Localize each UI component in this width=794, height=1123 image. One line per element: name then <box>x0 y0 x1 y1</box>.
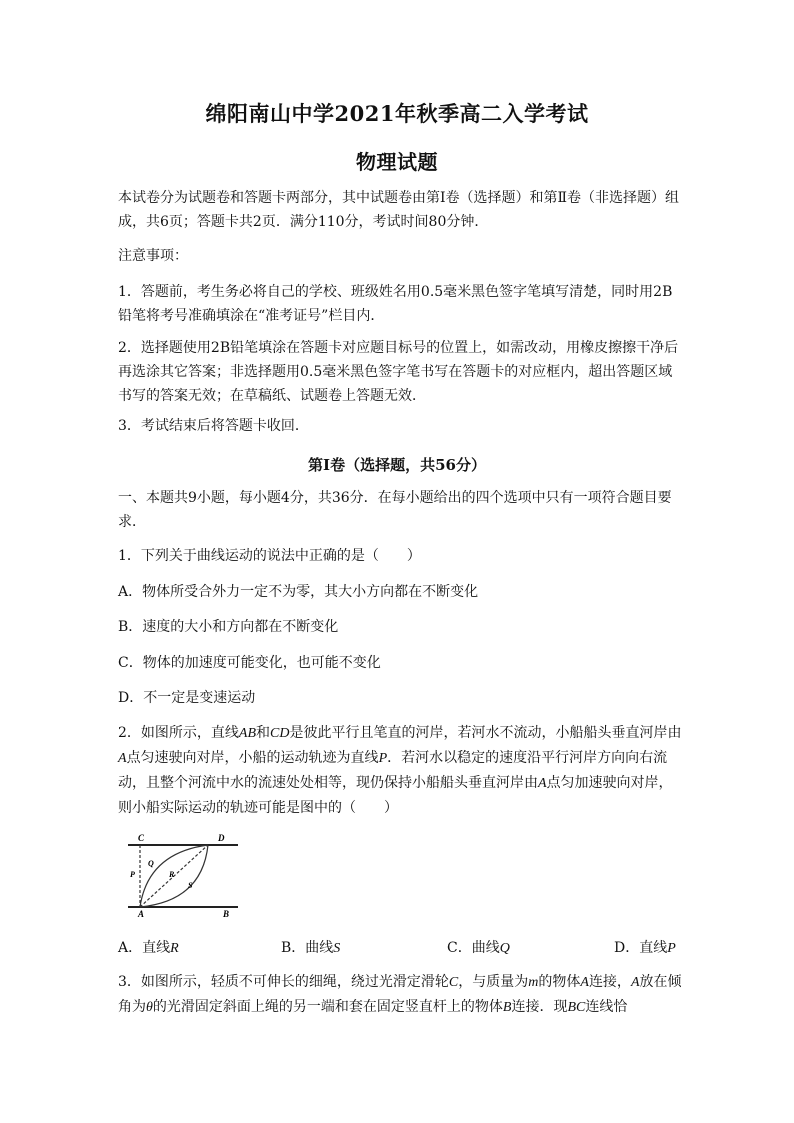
exam-subtitle: 物理试题 <box>356 150 438 174</box>
question-1-option-b: B．速度的大小和方向都在不断变化 <box>118 619 339 635</box>
label-p: P <box>130 870 135 879</box>
var-a: A <box>538 776 547 791</box>
question-2-option-d: D．直线P <box>614 940 676 956</box>
note-item-2: 2．选择题使用2B铅笔填涂在答题卡对应题目标号的位置上，如需改动，用橡皮擦擦干净后再选涂其它答案；非选择题用0.5毫米黑色签字笔书写在答题卡的对应框内，超出答题区域书写的答案无效；在草稿纸、试题卷上答题无效． <box>118 340 679 404</box>
question-2-option-c: C．曲线Q <box>447 940 510 956</box>
var-cd: CD <box>270 726 290 741</box>
var-bc: BC <box>567 1000 586 1015</box>
question-1-option-d: D．不一定是变速运动 <box>118 690 256 706</box>
var-ab: AB <box>238 726 257 741</box>
label-d: D <box>218 833 225 843</box>
var-c: C <box>448 975 459 990</box>
exam-title: 绵阳南山中学2021年秋季高二入学考试 <box>205 101 589 126</box>
notes-title: 注意事项： <box>118 248 188 264</box>
label-r: R <box>169 870 175 879</box>
note-item-1: 1．答题前，考生务必将自己的学校、班级姓名用0.5毫米黑色签字笔填写清楚，同时用2B铅笔将考号准确填涂在“准考证号”栏目内． <box>118 284 673 324</box>
question-2-option-b: B．曲线S <box>281 940 341 956</box>
question-2-option-a: A．直线R <box>118 940 179 956</box>
var-theta: θ <box>146 1000 153 1015</box>
intro-paragraph: 本试卷分为试题卷和答题卡两部分，其中试题卷由第Ⅰ卷（选择题）和第Ⅱ卷（非选择题）组成，共6页；答题卡共2页．满分110分，考试时间80分钟． <box>118 190 680 230</box>
section1-intro: 一、本题共9小题，每小题4分，共36分．在每小题给出的四个选项中只有一项符合题目要求． <box>118 490 672 530</box>
question-1-stem: 1．下列关于曲线运动的说法中正确的是（ ） <box>118 548 421 564</box>
label-a: A <box>138 909 145 919</box>
label-b: B <box>223 909 230 919</box>
label-s: S <box>188 881 193 890</box>
var-a: A <box>118 751 127 766</box>
label-q: Q <box>148 859 154 868</box>
var-p: P <box>378 751 388 766</box>
question-1-option-c: C．物体的加速度可能变化，也可能不变化 <box>118 655 381 671</box>
question-3-stem: 3．如图所示，轻质不可伸长的细绳，绕过光滑定滑轮C，与质量为m的物体A连接，A放在倾角为θ的光滑固定斜面上绳的另一端和套在固定竖直杆上的物体B连接．现BC连线恰 <box>118 974 682 1015</box>
question-2-stem: 2．如图所示，直线AB和CD是彼此平行且笔直的河岸，若河水不流动，小船船头垂直河岸由A点匀速驶向对岸，小船的运动轨迹为直线P．若河水以稳定的速度沿平行河岸方向向右流动，且整个河流中水的流速处处相等，现仍保持小船船头垂直河岸由A点匀加速驶向对岸，则小船实际运动的轨迹可能是图中的（ ） <box>118 725 682 816</box>
var-b: B <box>502 1000 512 1015</box>
section1-title: 第Ⅰ卷（选择题，共56分） <box>308 456 486 474</box>
note-item-3: 3．考试结束后将答题卡收回． <box>118 418 309 434</box>
river-diagram <box>120 825 240 920</box>
label-c: C <box>138 833 145 843</box>
var-m: m <box>528 975 539 990</box>
var-a: A <box>630 975 640 990</box>
var-a: A <box>580 975 589 990</box>
question-1-option-a: A．物体所受合外力一定不为零，其大小方向都在不断变化 <box>118 584 479 600</box>
